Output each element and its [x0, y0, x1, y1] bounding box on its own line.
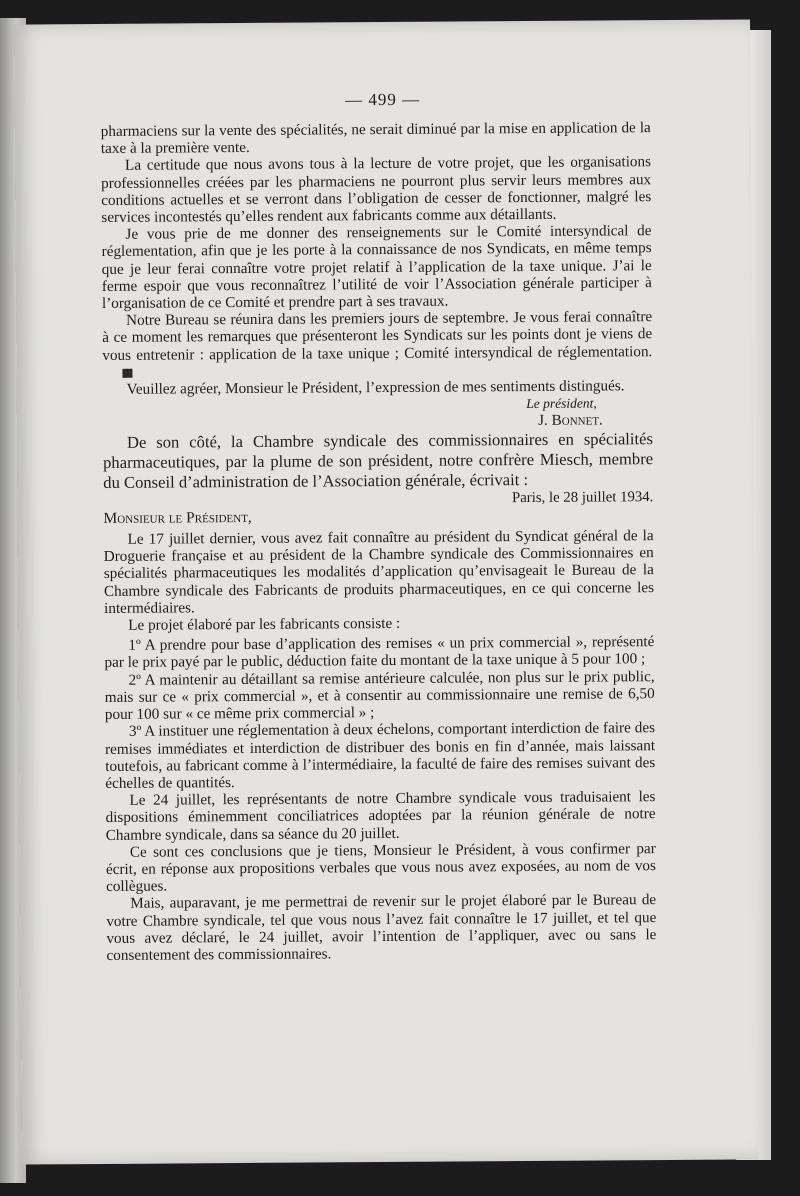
paragraph: Je vous prie de me donner des renseignements sur le Comité intersyndical de réglementation, afin que je les porte à la connaissance de nos Syndicats, en même temps que je leur ferai connaître votre projet relatif à l’application de la taxe unique. J’ai le ferme espoir que vous reconnaîtrez l’utilité de voir l’Association générale participer à l’organisation de ce Comité et prendre part à ses travaux. — [101, 222, 652, 313]
signature-title: Le président, — [526, 395, 597, 412]
book-page — [14, 19, 758, 1164]
signature-name: J. Bonnet. — [538, 411, 603, 430]
list-item: 2º A maintenir au détaillant sa remise antérieure calculée, non plus sur le prix public, mais sur ce « prix commercial », et à consentir au commissionnaire une remise de 6,50 pour 100 sur « ce même prix commercial » ; — [104, 667, 655, 724]
ink-mark — [122, 369, 132, 378]
paragraph: La certitude que nous avons tous à la lecture de votre projet, que les organisations professionnelles créées par les pharmaciens ne pourront plus servir leurs membres aux conditions actuelles et se verront dans l’obligation de cesser de fonctionner, malgré les services incontestés qu’elles rendent aux fabricants comme aux détaillants. — [101, 153, 652, 226]
salutation: Monsieur le Président, — [103, 508, 252, 527]
paragraph: pharmaciens sur la vente des spécialités, ne serait diminué par la mise en application de la taxe à la première vente. — [100, 119, 651, 158]
paragraph: Le projet élaboré par les fabricants consiste : — [128, 614, 401, 634]
paragraph: Le 17 juillet dernier, vous avez fait connaître au président du Syndicat général de la Droguerie française et au président de la Chambre syndicale des Commissionnaires en spécialités pharmaceutiques les modalités d’application qu’envisageait le Bureau de la Chambre syndicale des Fabricants de produits pharmaceutiques, en ce qui concerne les intermédiaires. — [103, 527, 655, 617]
list-item: 1º A prendre pour base d’application des remises « un prix commercial », représenté par le prix payé par le public, déduction faite du montant de la taxe unique à 5 pour 100 ; — [104, 633, 655, 672]
page-number: — 499 — — [344, 89, 421, 110]
dateline: Paris, le 28 juillet 1934. — [511, 488, 654, 506]
paragraph-text: Notre Bureau se réunira dans les premiers jours de septembre. Je vous ferai connaître à ce moment les remarques que présenteront les Syndicats sur les points dont je viens de vous entretenir : application de la taxe unique ; Comité intersyndical de réglementation. — [102, 308, 653, 364]
intro-paragraph: De son côté, la Chambre syndicale des commissionnaires en spécialités pharmaceutiques, par la plume de son président, notre confrère Miesch, membre du Conseil d’administration de l’Association générale, écrivait : — [103, 428, 654, 492]
list-item: 3º A instituer une réglementation à deux échelons, comportant interdiction de faire des remises immédiates et interdiction de distribuer des bonis en fin d’année, mais laissant toutefois, au fabricant comme à l’intermédiaire, la faculté de faire des remises suivant des échelles de quantités. — [105, 719, 656, 792]
paragraph: Ce sont ces conclusions que je tiens, Monsieur le Président, à vous confirmer par écrit, en réponse aux propositions verbales que vous nous avez exposées, au nom de vos collègues. — [105, 839, 656, 896]
closing-paragraph: Veuillez agréer, Monsieur le Président, l’expression de mes sentiments distingués. — [126, 377, 625, 398]
paragraph — [102, 308, 652, 381]
page-body — [101, 119, 657, 964]
paragraph: Le 24 juillet, les représentants de notre Chambre syndicale vous traduisaient les dispositions éminemment conciliatrices adoptées par la réunion générale de notre Chambre syndicale, dans sa séance du 20 juillet. — [105, 788, 656, 844]
paragraph: Mais, auparavant, je me permettrai de revenir sur le projet élaboré par le Bureau de votre Chambre syndicale, tel que vous nous l’avez fait connaître le 17 juillet, et tel que vous avez déclaré, le 24 juillet, avoir l’intention de l’appliquer, avec ou sans le consentement des commissionnaires. — [106, 891, 657, 964]
